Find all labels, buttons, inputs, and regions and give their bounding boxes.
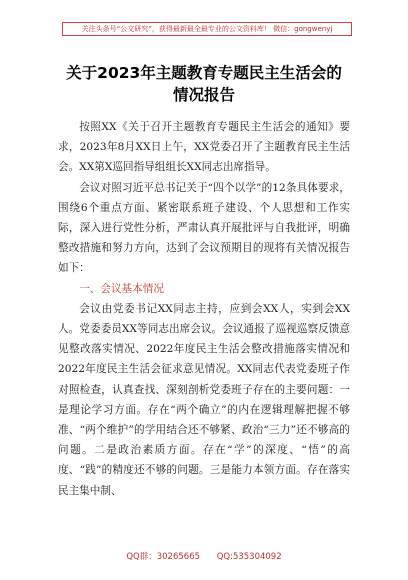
- paragraph-basic-info: 会议由党委书记XX同志主持，应到会XX人，实到会XX人。党委委员XX等同志出席会议。会议通报了巡视巡察反馈意见整改落实情况、2022年度民主生活会整改措施落实情况和2022年度民主生活会征求意见情况。XX同志代表党委班子作对照检查，认真查找、深刻剖析党委班子存在的主要问题：一是理论学习方面。存在“两个确立”的内在逻辑理解把握不够准、“两个维护”的学用结合还不够紧、政治“三力”还不够高的问题。二是政治素质方面。存在“学”的深度、“悟”的高度、“践”的精度还不够的问题。三是能力本领方面。存在落实民主集中制、: [58, 302, 350, 497]
- section-heading-basic-info: 一、会议基本情况: [79, 282, 164, 295]
- paragraph-intro: 按照XX《关于召开主题教育专题民主生活会的通知》要求，2023年8月XX日上午，XX党委召开了主题教育民主生活会。XX第X巡回指导组组长XX同志出席指导。: [58, 121, 350, 174]
- title-line-1: 关于2023年主题教育专题民主生活会的: [66, 64, 342, 82]
- document-body: [58, 117, 350, 501]
- footer-contact: QQ群：30265665 QQ:535304092: [126, 552, 282, 562]
- top-banner: 关注头条号“公文研究”，获得最新最全最专业的公文资料库！ 微信：gongwenyj: [62, 22, 352, 36]
- page-title: [30, 62, 378, 106]
- title-line-2: 情况报告: [172, 86, 235, 104]
- paragraph-meeting-summary: 会议对照习近平总书记关于“四个以学”的12条具体要求，围绕6个重点方面、紧密联系班子建设、个人思想和工作实际，深入进行党性分析，严肃认真开展批评与自我批评，明确整改措施和努力方向，达到了会议预期目的现将有关情况报告如下：: [58, 181, 350, 275]
